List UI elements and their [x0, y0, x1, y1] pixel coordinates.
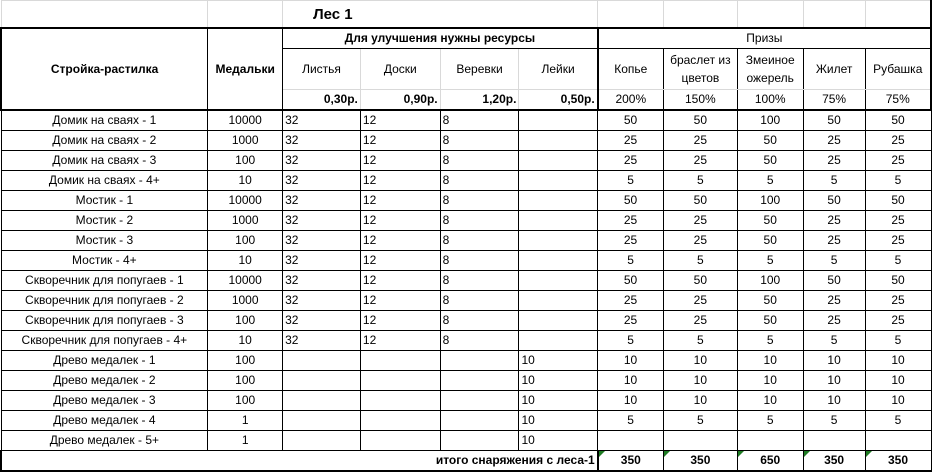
row-prize-cell[interactable]: 5 — [663, 171, 737, 191]
row-prize-cell[interactable]: 10 — [803, 391, 865, 411]
header-prize-necklace[interactable]: Змеиное ожерель — [737, 49, 803, 90]
row-prize-cell[interactable]: 25 — [663, 211, 737, 231]
table-row — [1, 371, 931, 391]
row-medals-cell[interactable]: 1 — [208, 411, 283, 431]
row-medals-cell[interactable]: 10 — [208, 331, 283, 351]
header-resource-cans[interactable]: Лейки — [519, 49, 598, 90]
total-value-cell[interactable]: 350 — [663, 451, 737, 472]
row-prize-cell[interactable]: 10 — [865, 351, 931, 371]
row-prize-cell[interactable]: 25 — [663, 231, 737, 251]
row-resource-cell[interactable] — [519, 311, 598, 331]
row-medals-cell[interactable]: 100 — [208, 311, 283, 331]
row-prize-cell[interactable]: 25 — [803, 211, 865, 231]
row-resource-cell[interactable]: 32 — [283, 171, 361, 191]
row-prize-cell[interactable]: 5 — [598, 251, 664, 271]
row-medals-cell[interactable]: 10 — [208, 251, 283, 271]
row-resource-cell[interactable] — [519, 251, 598, 271]
row-resource-cell[interactable]: 8 — [440, 151, 519, 171]
row-resource-cell[interactable]: 32 — [283, 251, 361, 271]
row-prize-cell[interactable]: 25 — [663, 151, 737, 171]
row-resource-cell[interactable]: 8 — [440, 231, 519, 251]
row-resource-cell[interactable]: 12 — [360, 271, 440, 291]
row-resource-cell[interactable]: 10 — [519, 431, 598, 451]
row-medals-cell[interactable]: 10000 — [208, 110, 283, 131]
row-name-cell[interactable]: Мостик - 1 — [1, 191, 208, 211]
row-resource-cell[interactable] — [283, 411, 361, 431]
row-name-cell[interactable]: Древо медалек - 1 — [1, 351, 208, 371]
row-resource-cell[interactable] — [519, 131, 598, 151]
row-resource-cell[interactable]: 12 — [360, 311, 440, 331]
row-resource-cell[interactable] — [519, 231, 598, 251]
row-name-cell[interactable]: Мостик - 3 — [1, 231, 208, 251]
row-prize-cell[interactable]: 50 — [803, 271, 865, 291]
row-prize-cell[interactable]: 5 — [865, 411, 931, 431]
table-row — [1, 351, 931, 371]
row-prize-cell[interactable] — [663, 431, 737, 451]
row-prize-cell[interactable]: 10 — [865, 371, 931, 391]
row-name-cell[interactable]: Скворечник для попугаев - 3 — [1, 311, 208, 331]
row-resource-cell[interactable] — [519, 191, 598, 211]
row-prize-cell[interactable] — [865, 431, 931, 451]
row-prize-cell[interactable]: 10 — [663, 391, 737, 411]
row-resource-cell[interactable]: 12 — [360, 251, 440, 271]
row-resource-cell[interactable] — [283, 351, 361, 371]
row-prize-cell[interactable]: 5 — [598, 331, 664, 351]
row-prize-cell[interactable]: 5 — [663, 331, 737, 351]
row-prize-cell[interactable]: 25 — [598, 131, 664, 151]
row-name-cell[interactable]: Домик на сваях - 4+ — [1, 171, 208, 191]
row-prize-cell[interactable]: 5 — [737, 251, 803, 271]
row-resource-cell[interactable]: 32 — [283, 231, 361, 251]
table-row — [1, 191, 931, 211]
row-medals-cell[interactable]: 100 — [208, 391, 283, 411]
row-resource-cell[interactable]: 8 — [440, 331, 519, 351]
row-medals-cell[interactable]: 100 — [208, 231, 283, 251]
row-resource-cell[interactable]: 32 — [283, 151, 361, 171]
row-prize-cell[interactable]: 50 — [737, 211, 803, 231]
row-prize-cell[interactable]: 5 — [803, 331, 865, 351]
price-ropes[interactable]: 1,20р. — [440, 90, 519, 111]
total-value-cell[interactable]: 350 — [803, 451, 865, 472]
price-boards[interactable]: 0,90р. — [360, 90, 440, 111]
row-prize-cell[interactable]: 5 — [803, 411, 865, 431]
row-prize-cell[interactable]: 50 — [598, 110, 664, 131]
row-name-cell[interactable]: Древо медалек - 2 — [1, 371, 208, 391]
row-resource-cell[interactable]: 8 — [440, 291, 519, 311]
row-prize-cell[interactable]: 10 — [803, 371, 865, 391]
row-name-cell[interactable]: Домик на сваях - 3 — [1, 151, 208, 171]
row-prize-cell[interactable]: 50 — [865, 271, 931, 291]
total-value-cell[interactable]: 650 — [737, 451, 803, 472]
price-cans[interactable]: 0,50р. — [519, 90, 598, 111]
row-resource-cell[interactable]: 8 — [440, 251, 519, 271]
row-resource-cell[interactable] — [283, 391, 361, 411]
row-resource-cell[interactable] — [283, 431, 361, 451]
row-name-cell[interactable]: Скворечник для попугаев - 2 — [1, 291, 208, 311]
header-prize-vest[interactable]: Жилет — [803, 49, 865, 90]
row-medals-cell[interactable]: 1000 — [208, 291, 283, 311]
percent-spear[interactable]: 200% — [598, 90, 664, 111]
total-row — [1, 451, 931, 472]
percent-bracelet[interactable]: 150% — [663, 90, 737, 111]
row-prize-cell[interactable]: 25 — [865, 231, 931, 251]
header-resources-group[interactable]: Для улучшения нужны ресурсы — [283, 28, 598, 49]
total-value-cell[interactable]: 350 — [865, 451, 931, 472]
row-prize-cell[interactable]: 50 — [663, 191, 737, 211]
row-resource-cell[interactable]: 32 — [283, 131, 361, 151]
row-prize-cell[interactable]: 10 — [663, 371, 737, 391]
row-prize-cell[interactable]: 50 — [865, 191, 931, 211]
row-medals-cell[interactable]: 10 — [208, 171, 283, 191]
row-name-cell[interactable]: Мостик - 4+ — [1, 251, 208, 271]
row-resource-cell[interactable]: 32 — [283, 291, 361, 311]
row-medals-cell[interactable]: 1 — [208, 431, 283, 451]
row-prize-cell[interactable]: 25 — [598, 211, 664, 231]
table-row — [1, 211, 931, 231]
row-prize-cell[interactable]: 25 — [803, 151, 865, 171]
row-prize-cell[interactable]: 10 — [598, 371, 664, 391]
table-row — [1, 171, 931, 191]
row-prize-cell[interactable]: 50 — [737, 151, 803, 171]
cell[interactable] — [865, 1, 931, 29]
row-name-cell[interactable]: Домик на сваях - 1 — [1, 110, 208, 131]
cell[interactable] — [598, 1, 664, 29]
cell[interactable] — [663, 1, 737, 29]
table-row — [1, 391, 931, 411]
row-prize-cell[interactable]: 5 — [737, 411, 803, 431]
row-prize-cell[interactable]: 5 — [865, 171, 931, 191]
table-row — [1, 271, 931, 291]
row-resource-cell[interactable]: 32 — [283, 110, 361, 131]
row-prize-cell[interactable]: 50 — [803, 191, 865, 211]
row-resource-cell[interactable]: 32 — [283, 311, 361, 331]
row-prize-cell[interactable]: 50 — [737, 131, 803, 151]
row-medals-cell[interactable]: 10000 — [208, 191, 283, 211]
cell[interactable] — [1, 1, 208, 29]
row-resource-cell[interactable] — [519, 291, 598, 311]
row-resource-cell[interactable] — [519, 110, 598, 131]
table-row — [1, 251, 931, 271]
row-prize-cell[interactable]: 25 — [803, 311, 865, 331]
table-row — [1, 151, 931, 171]
row-resource-cell[interactable]: 8 — [440, 131, 519, 151]
row-resource-cell[interactable]: 12 — [360, 151, 440, 171]
header-resource-leaves[interactable]: Листья — [283, 49, 361, 90]
row-prize-cell[interactable]: 5 — [598, 411, 664, 431]
row-prize-cell[interactable]: 25 — [598, 311, 664, 331]
row-resource-cell[interactable]: 32 — [283, 331, 361, 351]
row-prize-cell[interactable]: 10 — [803, 351, 865, 371]
row-name-cell[interactable]: Мостик - 2 — [1, 211, 208, 231]
cell[interactable] — [208, 1, 283, 29]
row-prize-cell[interactable]: 25 — [663, 131, 737, 151]
row-resource-cell[interactable] — [519, 331, 598, 351]
row-prize-cell[interactable] — [598, 431, 664, 451]
row-prize-cell[interactable]: 10 — [663, 351, 737, 371]
row-resource-cell[interactable] — [360, 391, 440, 411]
row-resource-cell[interactable] — [360, 411, 440, 431]
header-construction[interactable]: Стройка-растилка — [1, 28, 208, 110]
group-header-row — [1, 28, 931, 49]
row-resource-cell[interactable]: 8 — [440, 110, 519, 131]
cell[interactable] — [737, 1, 803, 29]
title-row — [1, 1, 931, 29]
row-resource-cell[interactable]: 8 — [440, 311, 519, 331]
row-resource-cell[interactable]: 10 — [519, 371, 598, 391]
header-prizes-group[interactable]: Призы — [598, 28, 931, 49]
table-row — [1, 110, 931, 131]
row-name-cell[interactable]: Древо медалек - 3 — [1, 391, 208, 411]
percent-necklace[interactable]: 100% — [737, 90, 803, 111]
row-prize-cell[interactable]: 5 — [737, 331, 803, 351]
row-prize-cell[interactable]: 10 — [737, 391, 803, 411]
row-prize-cell[interactable]: 25 — [803, 131, 865, 151]
table-row — [1, 231, 931, 251]
table-row — [1, 311, 931, 331]
row-prize-cell[interactable]: 25 — [598, 231, 664, 251]
row-prize-cell[interactable]: 10 — [598, 351, 664, 371]
row-medals-cell[interactable]: 10000 — [208, 271, 283, 291]
row-prize-cell[interactable]: 50 — [737, 231, 803, 251]
row-prize-cell[interactable]: 5 — [865, 331, 931, 351]
table-row — [1, 131, 931, 151]
cell[interactable] — [803, 1, 865, 29]
row-prize-cell[interactable] — [803, 431, 865, 451]
header-prize-shirt[interactable]: Рубашка — [865, 49, 931, 90]
row-resource-cell[interactable] — [519, 171, 598, 191]
row-prize-cell[interactable]: 100 — [737, 191, 803, 211]
row-prize-cell[interactable]: 5 — [803, 171, 865, 191]
header-prize-spear[interactable]: Копье — [598, 49, 664, 90]
percent-vest[interactable]: 75% — [803, 90, 865, 111]
row-medals-cell[interactable]: 100 — [208, 351, 283, 371]
total-value-cell[interactable]: 350 — [598, 451, 664, 472]
table-row — [1, 331, 931, 351]
row-prize-cell[interactable]: 5 — [803, 251, 865, 271]
row-prize-cell[interactable]: 5 — [737, 171, 803, 191]
row-resource-cell[interactable] — [440, 351, 519, 371]
row-prize-cell[interactable]: 100 — [737, 110, 803, 131]
row-prize-cell[interactable]: 50 — [598, 271, 664, 291]
row-resource-cell[interactable]: 12 — [360, 131, 440, 151]
row-prize-cell[interactable]: 50 — [737, 311, 803, 331]
row-prize-cell[interactable]: 5 — [663, 411, 737, 431]
header-prize-bracelet[interactable]: браслет из цветов — [663, 49, 737, 90]
row-resource-cell[interactable]: 12 — [360, 331, 440, 351]
row-prize-cell[interactable]: 25 — [865, 291, 931, 311]
row-prize-cell[interactable]: 10 — [737, 351, 803, 371]
row-resource-cell[interactable] — [360, 351, 440, 371]
row-resource-cell[interactable]: 32 — [283, 271, 361, 291]
row-prize-cell[interactable]: 100 — [737, 271, 803, 291]
row-resource-cell[interactable] — [283, 371, 361, 391]
row-prize-cell[interactable]: 25 — [865, 151, 931, 171]
row-prize-cell[interactable]: 25 — [865, 311, 931, 331]
row-prize-cell[interactable]: 25 — [598, 151, 664, 171]
row-resource-cell[interactable] — [360, 371, 440, 391]
row-prize-cell[interactable]: 25 — [865, 211, 931, 231]
row-name-cell[interactable]: Древо медалек - 4 — [1, 411, 208, 431]
sheet-title[interactable]: Лес 1 — [283, 1, 598, 29]
row-resource-cell[interactable] — [440, 431, 519, 451]
table-row — [1, 411, 931, 431]
row-prize-cell[interactable]: 50 — [737, 291, 803, 311]
table-row — [1, 291, 931, 311]
row-resource-cell[interactable]: 12 — [360, 171, 440, 191]
row-prize-cell[interactable]: 25 — [598, 291, 664, 311]
row-name-cell[interactable]: Скворечник для попугаев - 4+ — [1, 331, 208, 351]
row-prize-cell[interactable]: 50 — [803, 110, 865, 131]
row-resource-cell[interactable]: 8 — [440, 171, 519, 191]
header-resource-ropes[interactable]: Веревки — [440, 49, 519, 90]
row-prize-cell[interactable]: 25 — [803, 231, 865, 251]
row-resource-cell[interactable]: 32 — [283, 211, 361, 231]
row-resource-cell[interactable]: 10 — [519, 351, 598, 371]
header-medals[interactable]: Медальки — [208, 28, 283, 110]
row-prize-cell[interactable]: 10 — [598, 391, 664, 411]
row-resource-cell[interactable] — [440, 371, 519, 391]
row-prize-cell[interactable]: 25 — [663, 311, 737, 331]
row-prize-cell[interactable] — [737, 431, 803, 451]
row-prize-cell[interactable]: 25 — [663, 291, 737, 311]
row-medals-cell[interactable]: 1000 — [208, 131, 283, 151]
row-resource-cell[interactable]: 12 — [360, 291, 440, 311]
row-prize-cell[interactable]: 5 — [663, 251, 737, 271]
percent-shirt[interactable]: 75% — [865, 90, 931, 111]
row-resource-cell[interactable]: 10 — [519, 411, 598, 431]
header-resource-boards[interactable]: Доски — [360, 49, 440, 90]
row-medals-cell[interactable]: 1000 — [208, 211, 283, 231]
row-resource-cell[interactable] — [440, 411, 519, 431]
row-medals-cell[interactable]: 100 — [208, 371, 283, 391]
row-prize-cell[interactable]: 50 — [865, 110, 931, 131]
row-resource-cell[interactable]: 8 — [440, 271, 519, 291]
row-resource-cell[interactable]: 10 — [519, 391, 598, 411]
row-prize-cell[interactable]: 5 — [865, 251, 931, 271]
row-resource-cell[interactable] — [519, 151, 598, 171]
row-name-cell[interactable]: Домик на сваях - 2 — [1, 131, 208, 151]
row-resource-cell[interactable]: 12 — [360, 110, 440, 131]
row-prize-cell[interactable]: 50 — [663, 271, 737, 291]
row-name-cell[interactable]: Древо медалек - 5+ — [1, 431, 208, 451]
row-prize-cell[interactable]: 5 — [598, 171, 664, 191]
row-prize-cell[interactable]: 10 — [737, 371, 803, 391]
row-resource-cell[interactable]: 12 — [360, 211, 440, 231]
row-prize-cell[interactable]: 25 — [803, 291, 865, 311]
row-resource-cell[interactable]: 8 — [440, 191, 519, 211]
row-resource-cell[interactable] — [440, 391, 519, 411]
row-medals-cell[interactable]: 100 — [208, 151, 283, 171]
row-resource-cell[interactable] — [519, 271, 598, 291]
row-prize-cell[interactable]: 50 — [663, 110, 737, 131]
row-prize-cell[interactable]: 50 — [598, 191, 664, 211]
row-resource-cell[interactable]: 32 — [283, 191, 361, 211]
row-prize-cell[interactable]: 25 — [865, 131, 931, 151]
table-row — [1, 431, 931, 451]
price-leaves[interactable]: 0,30р. — [283, 90, 361, 111]
row-resource-cell[interactable] — [519, 211, 598, 231]
row-resource-cell[interactable]: 12 — [360, 191, 440, 211]
total-label[interactable]: итого снаряжения с леса-1 — [1, 451, 598, 472]
row-resource-cell[interactable] — [360, 431, 440, 451]
row-resource-cell[interactable]: 8 — [440, 211, 519, 231]
row-prize-cell[interactable]: 10 — [865, 391, 931, 411]
row-resource-cell[interactable]: 12 — [360, 231, 440, 251]
row-name-cell[interactable]: Скворечник для попугаев - 1 — [1, 271, 208, 291]
